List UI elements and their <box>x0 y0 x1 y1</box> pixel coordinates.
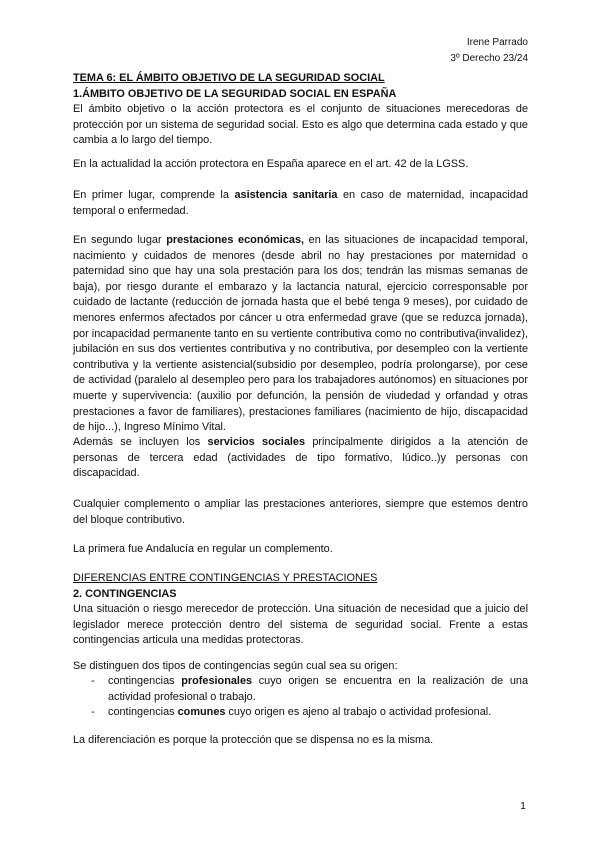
paragraph-9: Se distinguen dos tipos de contingencias según cual sea su origen: <box>73 660 398 672</box>
bold-term: asistencia sanitaria <box>234 189 338 201</box>
paragraph-3: En primer lugar, comprende la asistencia sanitaria en caso de maternidad, incapacidad temporal o enfermedad. <box>73 189 529 217</box>
paragraph-6: Cualquier complemento o ampliar las prestaciones anteriores, siempre que estemos dentro del bloque contributivo. <box>73 498 528 526</box>
dash-bullet: - <box>91 706 95 719</box>
bold-term: servicios sociales <box>207 436 306 448</box>
title-block <box>73 71 528 149</box>
list-item: - contingencias profesionales cuyo origen se encuentra en la realización de una actividad profesional o trabajo. <box>91 675 529 703</box>
tema-title: TEMA 6: EL ÁMBITO OBJETIVO DE LA SEGURIDAD SOCIAL <box>73 72 385 84</box>
header-author: Irene Parrado <box>466 37 528 48</box>
paragraph-1: El ámbito objetivo o la acción protectora es el conjunto de situaciones merecedoras de protección por un sistema de seguridad social. Esto es algo que determina cada estado y que cambia a lo largo del tiempo. <box>73 103 528 147</box>
paragraph-7: La primera fue Andalucía en regular un complemento. <box>73 543 333 555</box>
section1-title: 1.ÁMBITO OBJETIVO DE LA SEGURIDAD SOCIAL EN ESPAÑA <box>73 87 397 100</box>
paragraph-10: La diferenciación es porque la protección que se dispensa no es la misma. <box>73 734 434 746</box>
section2-title: 2. CONTINGENCIAS <box>73 587 177 600</box>
contingencias-list <box>73 674 528 721</box>
header-course: 3º Derecho 23/24 <box>450 53 528 64</box>
list-item: - contingencias comunes cuyo origen es ajeno al trabajo o actividad profesional. <box>73 705 528 721</box>
section2-block <box>73 571 528 649</box>
page-number: 1 <box>520 800 526 812</box>
paragraph-4: En segundo lugar prestaciones económicas, en las situaciones de incapacidad temporal, nacimiento y cuidados de menores (desde abril no hay prestaciones por maternidad o paternidad sino que hay una sola prestación para los dos; tendrán las mismas semanas de baja), por riesgo durante el embarazo y la lactancia natural, ejercicio corresponsable por cuidado de lactante (reducción de jornada hasta que el bebé tenga 9 meses), por cuidado de menores enfermos afectados por cáncer u otra enfermedad grave (que se reduzca jornada), por incapacidad permanente tanto en su vertiente contributiva como no contributiva(invalidez), jubilación en sus dos vertientes contributiva y no contributiva, por desempleo con la vertiente contributiva y la vertiente asistencial(subsidio por desempleo, podría prolongarse), por cese de actividad (paralelo al desempleo pero para los trabajadores autónomos) en situaciones por muerte y supervivencia: (auxilio por defunción, la pensión de viudedad y orfandad y otras prestaciones a favor de familiares), prestaciones familiares (nacimiento de hijo, discapacidad de hijo...), Ingreso Mínimo Vital. <box>73 234 528 434</box>
paragraph-5: Además se incluyen los servicios sociales principalmente dirigidos a la atención de personas de tercera edad (actividades de tipo formativo, lúdico..)y personas con discapacidad. <box>73 436 528 480</box>
paragraph-2: En la actualidad la acción protectora en España aparece en el art. 42 de la LGSS. <box>73 158 469 170</box>
paragraph-8: Una situación o riesgo merecedor de protección. Una situación de necesidad que a juicio del legislador merece protección dentro del sistema de seguridad social. Frente a estas contingencias articula una medidas protectoras. <box>73 603 528 647</box>
dash-bullet: - <box>91 675 95 687</box>
bold-term: prestaciones económicas, <box>166 234 305 246</box>
diferencias-title: DIFERENCIAS ENTRE CONTINGENCIAS Y PRESTACIONES <box>73 572 378 584</box>
